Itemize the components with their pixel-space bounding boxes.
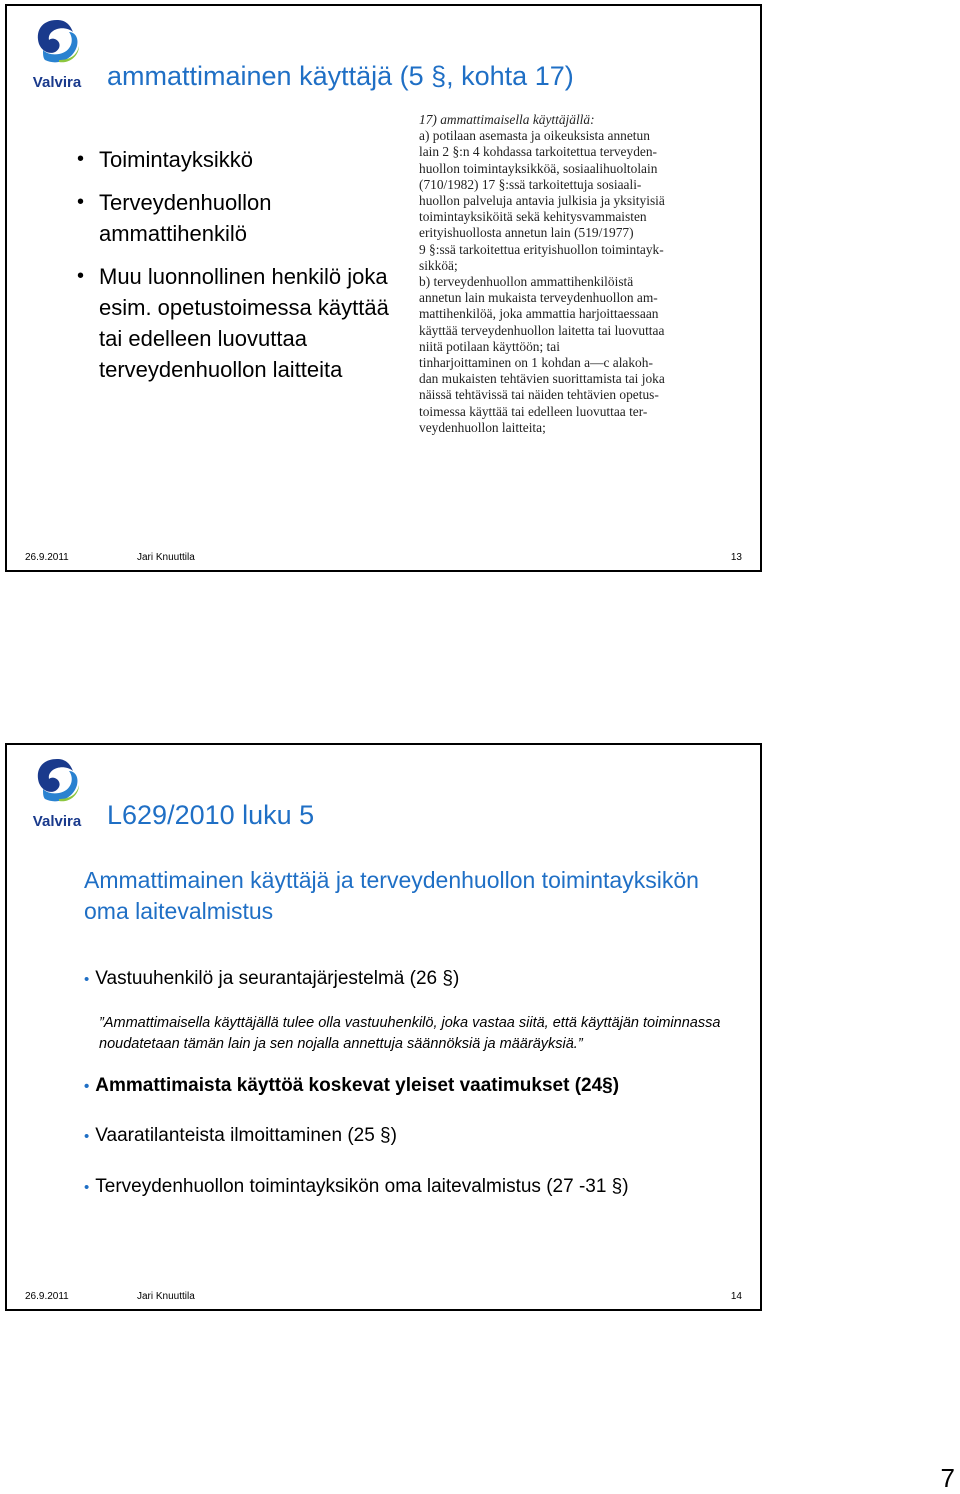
law-quote: ”Ammattimaisella käyttäjällä tulee olla vastuuhenkilö, joka vastaa siitä, että käyttäjän toiminnassa noudatetaan tämän lain ja sen nojalla annettuja säännöksiä ja määräyksiä.” (99, 1015, 721, 1052)
slide-footer (7, 1285, 760, 1309)
bullet-dot-icon: • (84, 1179, 90, 1196)
scan-line: 17) ammattimaisella käyttäjällä: (419, 112, 595, 127)
bullet-item (84, 1075, 734, 1097)
logo-text: Valvira (32, 813, 82, 830)
bullet-item (84, 1176, 734, 1198)
valvira-logo (25, 755, 89, 835)
scan-line: huollon palveluja antavia julkisia ja yksityisiä (419, 193, 665, 209)
scanned-law-excerpt (419, 112, 749, 442)
bullet-dot-icon: • (84, 971, 90, 988)
scan-line: toimessa käyttää tai edelleen luovuttaa ter- (419, 403, 648, 419)
bullet-dot-icon: • (84, 1128, 90, 1145)
scan-line: veydenhuollon laitteita; (419, 419, 546, 435)
bullet-item: • Muu luonnollinen henkilö joka esim. opetustoimessa käyttää tai edelleen luovuttaa terveydenhuollon laitteita (77, 261, 407, 385)
valvira-logo (25, 16, 89, 96)
footer-author: Jari Knuuttila (137, 1291, 195, 1302)
bullet-item (84, 1125, 734, 1147)
slide-title: L629/2010 luku 5 (107, 800, 315, 830)
scan-line: (710/1982) 17 §:ssä tarkoitettuja sosiaali- (419, 176, 642, 192)
bullet-dot-icon: • (84, 1078, 90, 1095)
scan-line: sikköä; (419, 257, 458, 273)
footer-date: 26.9.2011 (25, 1291, 69, 1302)
scan-line: näissä tehtävissä tai näiden tehtävien opetus- (419, 387, 659, 403)
scan-line: mattihenkilöä, joka ammattia harjoittaessaan (419, 306, 659, 322)
scan-line: 9 §:ssä tarkoitettua erityishuollon toimintayk- (419, 241, 664, 257)
bullet-item: • Toimintayksikkö (77, 144, 407, 175)
valvira-swirl-icon (29, 16, 85, 72)
scan-line: niitä potilaan käyttöön; tai (419, 338, 560, 354)
slide-number: 14 (730, 1291, 742, 1302)
slide-14 (5, 743, 762, 1311)
scan-line: dan mukaisten tehtävien suorittamista tai joka (419, 371, 665, 387)
scan-line: b) terveydenhuollon ammattihenkilöistä (419, 274, 634, 290)
bullet-list (77, 144, 407, 397)
bullet-text: Vastuuhenkilö ja seurantajärjestelmä (26 §) (95, 968, 460, 989)
valvira-swirl-icon (29, 755, 85, 811)
slide-subtitle: Ammattimainen käyttäjä ja terveydenhuollon toimintayksikön oma laitevalmistus (84, 867, 699, 924)
bullet-text: Terveydenhuollon toimintayksikön oma laitevalmistus (27 -31 §) (95, 1176, 629, 1197)
bullet-text: Vaaratilanteista ilmoittaminen (25 §) (95, 1125, 397, 1146)
bullet-item: • Terveydenhuollon ammattihenkilö (77, 187, 407, 249)
bullet-text: Ammattimaista käyttöä koskevat yleiset vaatimukset (24§) (95, 1075, 620, 1096)
footer-author: Jari Knuuttila (137, 552, 195, 563)
scan-line: tinharjoittaminen on 1 kohdan a—c alakoh- (419, 355, 653, 371)
scan-line: toimintayksiköitä sekä kehitysvammaisten (419, 209, 647, 225)
logo-text: Valvira (32, 74, 82, 91)
scan-line: a) potilaan asemasta ja oikeuksista annetun (419, 128, 650, 144)
scan-line: lain 2 §:n 4 kohdassa tarkoitettua terveyden- (419, 144, 657, 160)
page-number: 7 (940, 1463, 955, 1493)
scan-line: erityishuollosta annetun lain (519/1977) (419, 225, 634, 241)
footer-date: 26.9.2011 (25, 552, 69, 563)
slide-13 (5, 4, 762, 572)
scan-line: käyttää terveydenhuollon laitetta tai luovuttaa (419, 322, 665, 338)
slide-title: ammattimainen käyttäjä (5 §, kohta 17) (107, 61, 574, 91)
scan-line: annetun lain mukaista terveydenhuollon am- (419, 290, 658, 306)
slide-number: 13 (730, 552, 742, 563)
scan-line: huollon toimintayksikköä, sosiaalihuoltolain (419, 160, 658, 176)
slide-footer (7, 546, 760, 570)
bullet-item (84, 968, 734, 990)
